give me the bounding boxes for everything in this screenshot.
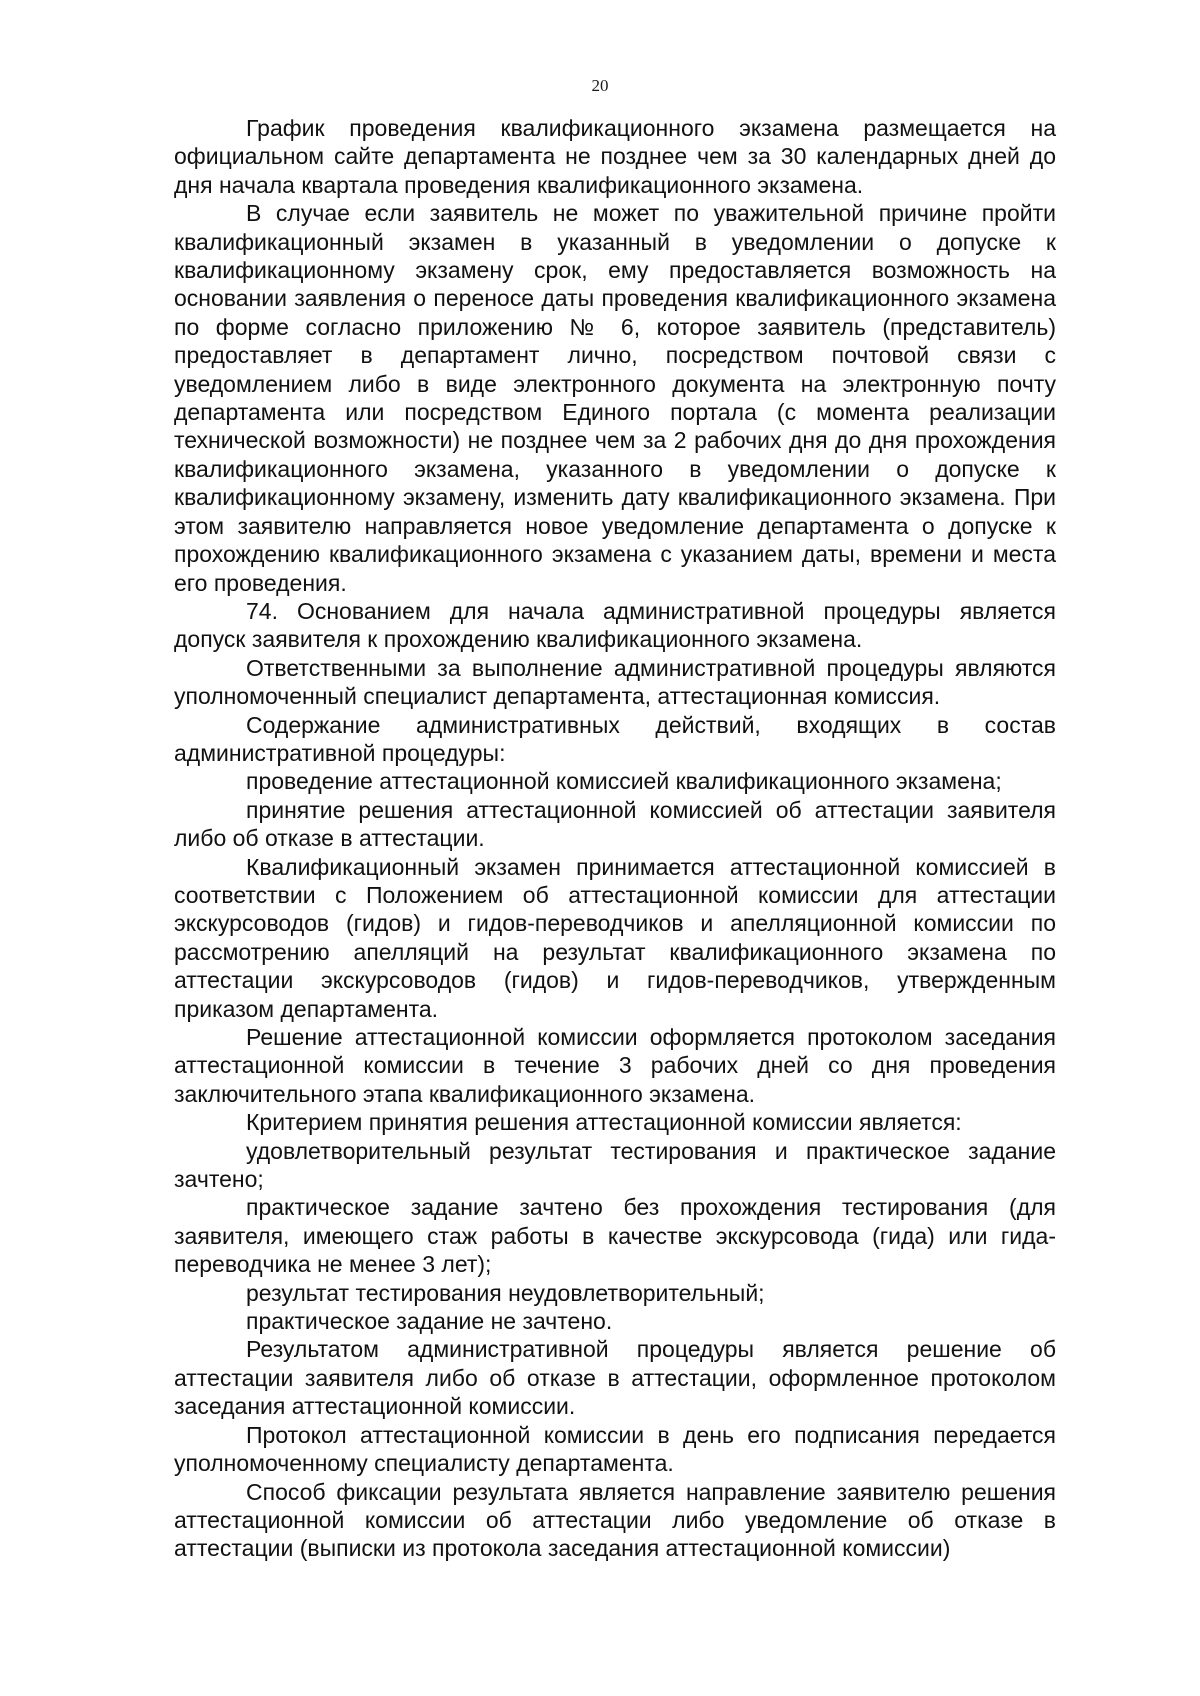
paragraph-decision-protocol: Решение аттестационной комиссии оформляется протоколом заседания аттестационной комиссии в течение 3 рабочих дней со дня проведения заключительного этапа квалификационного экзамена.	[174, 1024, 1056, 1107]
paragraph-criterion-4: практическое задание не зачтено.	[246, 1308, 613, 1335]
page-number: 20	[591, 76, 609, 95]
paragraph-fixation-method: Способ фиксации результата является направление заявителю решения аттестационной комиссии об аттестации либо уведомление об отказе в аттестации (выписки из протокола заседания аттестационной комиссии)	[174, 1478, 1056, 1562]
paragraph-criterion-2: практическое задание зачтено без прохождения тестирования (для заявителя, имеющего стаж работы в качестве экскурсовода (гида) или гида-переводчика не менее 3 лет);	[174, 1194, 1056, 1278]
paragraph-exam-accepted: Квалификационный экзамен принимается аттестационной комиссией в соответствии с Положением об аттестационной комиссии для аттестации экскурсоводов (гидов) и гидов-переводчиков и апелляционной комиссии по рассмотрению апелляций на результат квалификационного экзамена по аттестации экскурсоводов (гидов) и гидов-переводчиков, утвержденным приказом департамента.	[174, 853, 1056, 1022]
paragraph-criterion-3: результат тестирования неудовлетворительный;	[246, 1279, 765, 1306]
paragraph-schedule: График проведения квалификационного экзамена размещается на официальном сайте департамента не позднее чем за 30 календарных дней до дня начала квартала проведения квалификационного экзамена.	[174, 115, 1056, 198]
paragraph-responsible: Ответственными за выполнение административной процедуры являются уполномоченный специалист департамента, аттестационная комиссия.	[174, 654, 1056, 710]
paragraph-protocol-transfer: Протокол аттестационной комиссии в день его подписания передается уполномоченному специалисту департамента.	[174, 1421, 1056, 1477]
paragraph-criterion: Критерием принятия решения аттестационной комиссии является:	[246, 1109, 962, 1136]
paragraph-74-basis: 74. Основанием для начала административной процедуры является допуск заявителя к прохождению квалификационного экзамена.	[174, 597, 1056, 653]
paragraph-date-transfer: В случае если заявитель не может по уважительной причине пройти квалификационный экзамен в указанный в уведомлении о допуске к квалификационному экзамену срок, ему предоставляется возможность на основании заявления о переносе даты проведения квалификационного экзамена по форме согласно приложению № 6, которое заявитель (представитель) предоставляет в департамент лично, посредством почтовой связи с уведомлением либо в виде электронного документа на электронную почту департамента или посредством Единого портала (с момента реализации технической возможности) не позднее чем за 2 рабочих дня до дня прохождения квалификационного экзамена, указанного в уведомлении о допуске к квалификационному экзамену, изменить дату квалификационного экзамена. При этом заявителю направляется новое уведомление департамента о допуске к прохождению квалификационного экзамена с указанием даты, времени и места его проведения.	[174, 200, 1056, 596]
paragraph-action-decision: принятие решения аттестационной комиссией об аттестации заявителя либо об отказе в аттестации.	[174, 796, 1056, 852]
paragraph-result: Результатом административной процедуры является решение об аттестации заявителя либо об отказе в аттестации, оформленное протоколом заседания аттестационной комиссии.	[174, 1336, 1056, 1420]
paragraph-actions-content: Содержание административных действий, входящих в состав административной процедуры:	[174, 711, 1056, 766]
paragraph-action-exam: проведение аттестационной комиссией квалификационного экзамена;	[246, 768, 1002, 795]
paragraph-criterion-1: удовлетворительный результат тестирования и практическое задание зачтено;	[174, 1137, 1056, 1193]
document-body	[174, 114, 1056, 1563]
